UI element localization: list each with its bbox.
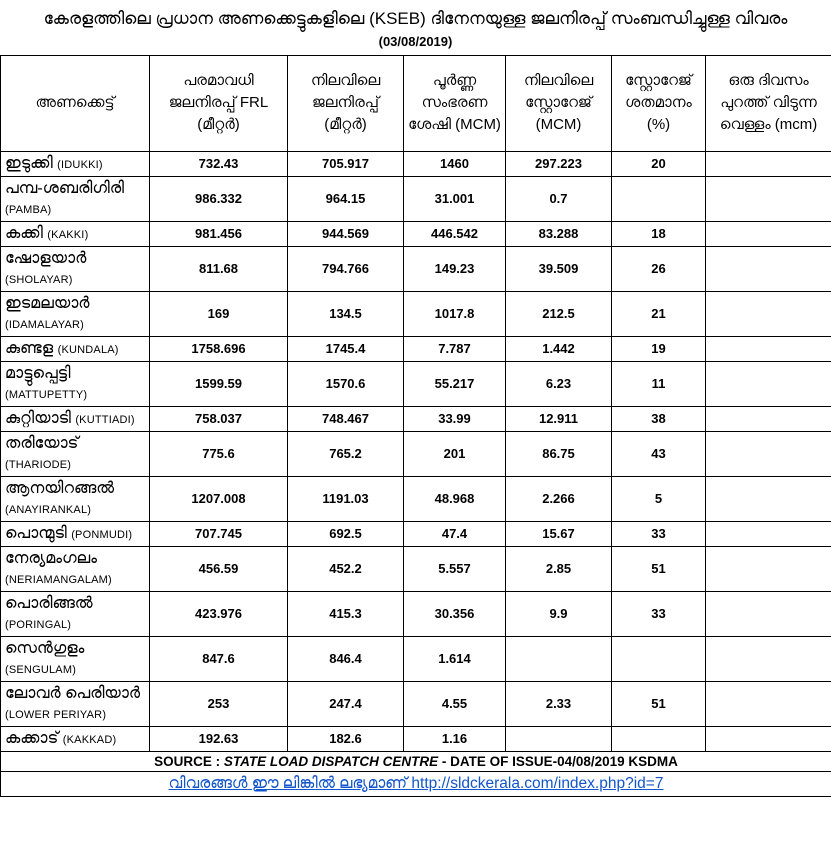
dam-name-malayalam: ഇടമലയാർ [5, 294, 90, 312]
current-level-cell: 1191.03 [288, 476, 404, 521]
frl-cell: 1207.008 [150, 476, 288, 521]
table-row [1, 406, 831, 431]
dam-name-malayalam: നേര്യമംഗലം [5, 549, 97, 567]
storage-percent-cell: 18 [612, 221, 706, 246]
table-row [1, 546, 831, 591]
daily-release-cell [706, 361, 831, 406]
frl-cell: 253 [150, 681, 288, 726]
data-source-link[interactable]: വിവരങ്ങൾ ഈ ലിങ്കിൽ ലഭ്യമാണ് http://sldckerala.com/index.php?id=7 [168, 774, 664, 792]
daily-release-cell [706, 521, 831, 546]
source-prefix: SOURCE : [154, 753, 224, 769]
dam-name-malayalam: സെൻഗുളം [5, 639, 85, 657]
current-level-cell: 794.766 [288, 246, 404, 291]
current-level-cell: 964.15 [288, 176, 404, 221]
dam-name-cell [1, 521, 150, 546]
source-suffix: - DATE OF ISSUE-04/08/2019 KSDMA [438, 753, 678, 769]
dam-name-cell [1, 176, 150, 221]
frl-cell: 456.59 [150, 546, 288, 591]
source-text [1, 751, 831, 771]
dam-name-english: (KAKKAD) [62, 733, 117, 746]
storage-cell: 6.23 [506, 361, 612, 406]
capacity-cell: 1017.8 [404, 291, 506, 336]
dam-name-english: (SHOLAYAR) [5, 273, 73, 286]
col-header-current-level: നിലവിലെ ജലനിരപ്പ് (മീറ്റർ) [288, 55, 404, 151]
daily-release-cell [706, 591, 831, 636]
storage-cell: 297.223 [506, 151, 612, 176]
table-row [1, 726, 831, 751]
daily-release-cell [706, 291, 831, 336]
table-row [1, 636, 831, 681]
storage-percent-cell: 19 [612, 336, 706, 361]
dam-name-malayalam: കുണ്ടള [5, 339, 54, 357]
dam-name-cell [1, 591, 150, 636]
dam-name-english: (IDAMALAYAR) [5, 318, 85, 331]
dam-name-english: (NERIAMANGALAM) [5, 573, 112, 586]
table-row [1, 476, 831, 521]
dam-name-english: (ANAYIRANKAL) [5, 503, 92, 516]
frl-cell: 707.745 [150, 521, 288, 546]
storage-cell: 1.442 [506, 336, 612, 361]
frl-cell: 192.63 [150, 726, 288, 751]
current-level-cell: 134.5 [288, 291, 404, 336]
dam-name-english: (PORINGAL) [5, 618, 72, 631]
storage-cell [506, 636, 612, 681]
storage-percent-cell: 51 [612, 546, 706, 591]
dam-name-english: (KAKKI) [47, 228, 89, 241]
table-row [1, 361, 831, 406]
dam-name-malayalam: പമ്പ-ശബരിഗിരി [5, 179, 125, 197]
dam-name-english: (KUTTIADI) [75, 413, 135, 426]
dam-name-malayalam: ഇടുക്കി [5, 154, 53, 172]
storage-cell: 39.509 [506, 246, 612, 291]
col-header-storage-percent: സ്റ്റോറേജ് ശതമാനം (%) [612, 55, 706, 151]
dam-name-malayalam: ഷോളയാർ [5, 249, 87, 267]
storage-percent-cell: 26 [612, 246, 706, 291]
table-row [1, 246, 831, 291]
storage-percent-cell [612, 726, 706, 751]
storage-percent-cell: 33 [612, 591, 706, 636]
dam-name-malayalam: കക്കാട് [5, 729, 59, 747]
capacity-cell: 47.4 [404, 521, 506, 546]
dam-name-malayalam: പൊരിങ്ങൽ [5, 594, 93, 612]
storage-percent-cell: 51 [612, 681, 706, 726]
table-row [1, 176, 831, 221]
frl-cell: 847.6 [150, 636, 288, 681]
link-row [1, 771, 831, 796]
dam-name-cell [1, 681, 150, 726]
storage-cell: 2.85 [506, 546, 612, 591]
daily-release-cell [706, 176, 831, 221]
daily-release-cell [706, 726, 831, 751]
frl-cell: 986.332 [150, 176, 288, 221]
current-level-cell: 705.917 [288, 151, 404, 176]
storage-cell [506, 726, 612, 751]
storage-percent-cell: 5 [612, 476, 706, 521]
current-level-cell: 846.4 [288, 636, 404, 681]
storage-cell: 12.911 [506, 406, 612, 431]
storage-percent-cell [612, 176, 706, 221]
daily-release-cell [706, 406, 831, 431]
storage-percent-cell: 11 [612, 361, 706, 406]
capacity-cell: 1.614 [404, 636, 506, 681]
col-header-daily-release: ഒരു ദിവസം പുറത്ത് വിടുന്ന വെള്ളം (mcm) [706, 55, 831, 151]
storage-cell: 0.7 [506, 176, 612, 221]
daily-release-cell [706, 151, 831, 176]
capacity-cell: 1460 [404, 151, 506, 176]
capacity-cell: 48.968 [404, 476, 506, 521]
capacity-cell: 4.55 [404, 681, 506, 726]
dam-name-english: (SENGULAM) [5, 663, 77, 676]
daily-release-cell [706, 246, 831, 291]
daily-release-cell [706, 681, 831, 726]
capacity-cell: 149.23 [404, 246, 506, 291]
link-cell [1, 771, 831, 796]
dam-name-cell [1, 431, 150, 476]
capacity-cell: 446.542 [404, 221, 506, 246]
frl-cell: 732.43 [150, 151, 288, 176]
table-row [1, 151, 831, 176]
daily-release-cell [706, 221, 831, 246]
table-row [1, 591, 831, 636]
dam-name-cell [1, 151, 150, 176]
capacity-cell: 201 [404, 431, 506, 476]
storage-cell: 2.33 [506, 681, 612, 726]
storage-cell: 9.9 [506, 591, 612, 636]
storage-cell: 15.67 [506, 521, 612, 546]
source-name: STATE LOAD DISPATCH CENTRE [223, 753, 439, 769]
current-level-cell: 1745.4 [288, 336, 404, 361]
current-level-cell: 415.3 [288, 591, 404, 636]
daily-release-cell [706, 431, 831, 476]
dam-name-cell [1, 361, 150, 406]
table-row [1, 681, 831, 726]
col-header-dam: അണക്കെട്ട് [1, 55, 150, 151]
capacity-cell: 31.001 [404, 176, 506, 221]
dam-name-cell [1, 291, 150, 336]
dam-name-english: (MATTUPETTY) [5, 388, 88, 401]
dam-name-malayalam: മാട്ടുപ്പെട്ടി [5, 364, 71, 382]
table-row [1, 336, 831, 361]
table-row [1, 521, 831, 546]
capacity-cell: 30.356 [404, 591, 506, 636]
dam-name-malayalam: തരിയോട് [5, 434, 79, 452]
storage-percent-cell: 21 [612, 291, 706, 336]
dam-name-malayalam: കുറ്റിയാടി [5, 409, 71, 427]
table-row [1, 221, 831, 246]
dam-name-english: (KUNDALA) [57, 343, 119, 356]
dam-name-cell [1, 406, 150, 431]
capacity-cell: 1.16 [404, 726, 506, 751]
daily-release-cell [706, 476, 831, 521]
daily-release-cell [706, 636, 831, 681]
frl-cell: 423.976 [150, 591, 288, 636]
table-row [1, 291, 831, 336]
dam-name-cell [1, 221, 150, 246]
storage-percent-cell: 43 [612, 431, 706, 476]
current-level-cell: 247.4 [288, 681, 404, 726]
capacity-cell: 7.787 [404, 336, 506, 361]
storage-percent-cell: 20 [612, 151, 706, 176]
daily-release-cell [706, 336, 831, 361]
capacity-cell: 33.99 [404, 406, 506, 431]
col-header-current-storage: നിലവിലെ സ്റ്റോറേജ് (MCM) [506, 55, 612, 151]
dam-water-level-table [0, 55, 831, 797]
dam-name-cell [1, 476, 150, 521]
storage-cell: 2.266 [506, 476, 612, 521]
current-level-cell: 452.2 [288, 546, 404, 591]
header-row [1, 55, 831, 151]
dam-name-english: (PONMUDI) [71, 528, 133, 541]
frl-cell: 1599.59 [150, 361, 288, 406]
report-date: (03/08/2019) [378, 33, 453, 49]
capacity-cell: 55.217 [404, 361, 506, 406]
storage-percent-cell: 38 [612, 406, 706, 431]
frl-cell: 981.456 [150, 221, 288, 246]
page-title: കേരളത്തിലെ പ്രധാന അണക്കെട്ടുകളിലെ (KSEB) ദിനേനയുള്ള ജലനിരപ്പ് സംബന്ധിച്ചുള്ള വിവരം [43, 9, 788, 28]
frl-cell: 169 [150, 291, 288, 336]
storage-cell: 86.75 [506, 431, 612, 476]
dam-name-malayalam: കക്കി [5, 224, 43, 242]
dam-name-cell [1, 726, 150, 751]
dam-name-cell [1, 336, 150, 361]
col-header-frl: പരമാവധി ജലനിരപ്പ് FRL (മീറ്റർ) [150, 55, 288, 151]
dam-name-english: (THARIODE) [5, 458, 72, 471]
table-row [1, 431, 831, 476]
capacity-cell: 5.557 [404, 546, 506, 591]
source-row [1, 751, 831, 771]
storage-cell: 212.5 [506, 291, 612, 336]
dam-name-malayalam: ആനയിറങ്ങൽ [5, 479, 115, 497]
dam-name-malayalam: ലോവർ പെരിയാർ [5, 684, 141, 702]
frl-cell: 758.037 [150, 406, 288, 431]
dam-name-malayalam: പൊന്മുടി [5, 524, 67, 542]
dam-name-cell [1, 636, 150, 681]
frl-cell: 811.68 [150, 246, 288, 291]
current-level-cell: 692.5 [288, 521, 404, 546]
current-level-cell: 765.2 [288, 431, 404, 476]
storage-cell: 83.288 [506, 221, 612, 246]
daily-release-cell [706, 546, 831, 591]
dam-name-cell [1, 246, 150, 291]
dam-name-english: (PAMBA) [5, 203, 52, 216]
col-header-capacity: പൂർണ്ണ സംഭരണ ശേഷി (MCM) [404, 55, 506, 151]
storage-percent-cell [612, 636, 706, 681]
dam-name-cell [1, 546, 150, 591]
dam-name-english: (LOWER PERIYAR) [5, 708, 107, 721]
current-level-cell: 1570.6 [288, 361, 404, 406]
storage-percent-cell: 33 [612, 521, 706, 546]
frl-cell: 1758.696 [150, 336, 288, 361]
frl-cell: 775.6 [150, 431, 288, 476]
current-level-cell: 748.467 [288, 406, 404, 431]
current-level-cell: 944.569 [288, 221, 404, 246]
current-level-cell: 182.6 [288, 726, 404, 751]
dam-name-english: (IDUKKI) [57, 158, 103, 171]
